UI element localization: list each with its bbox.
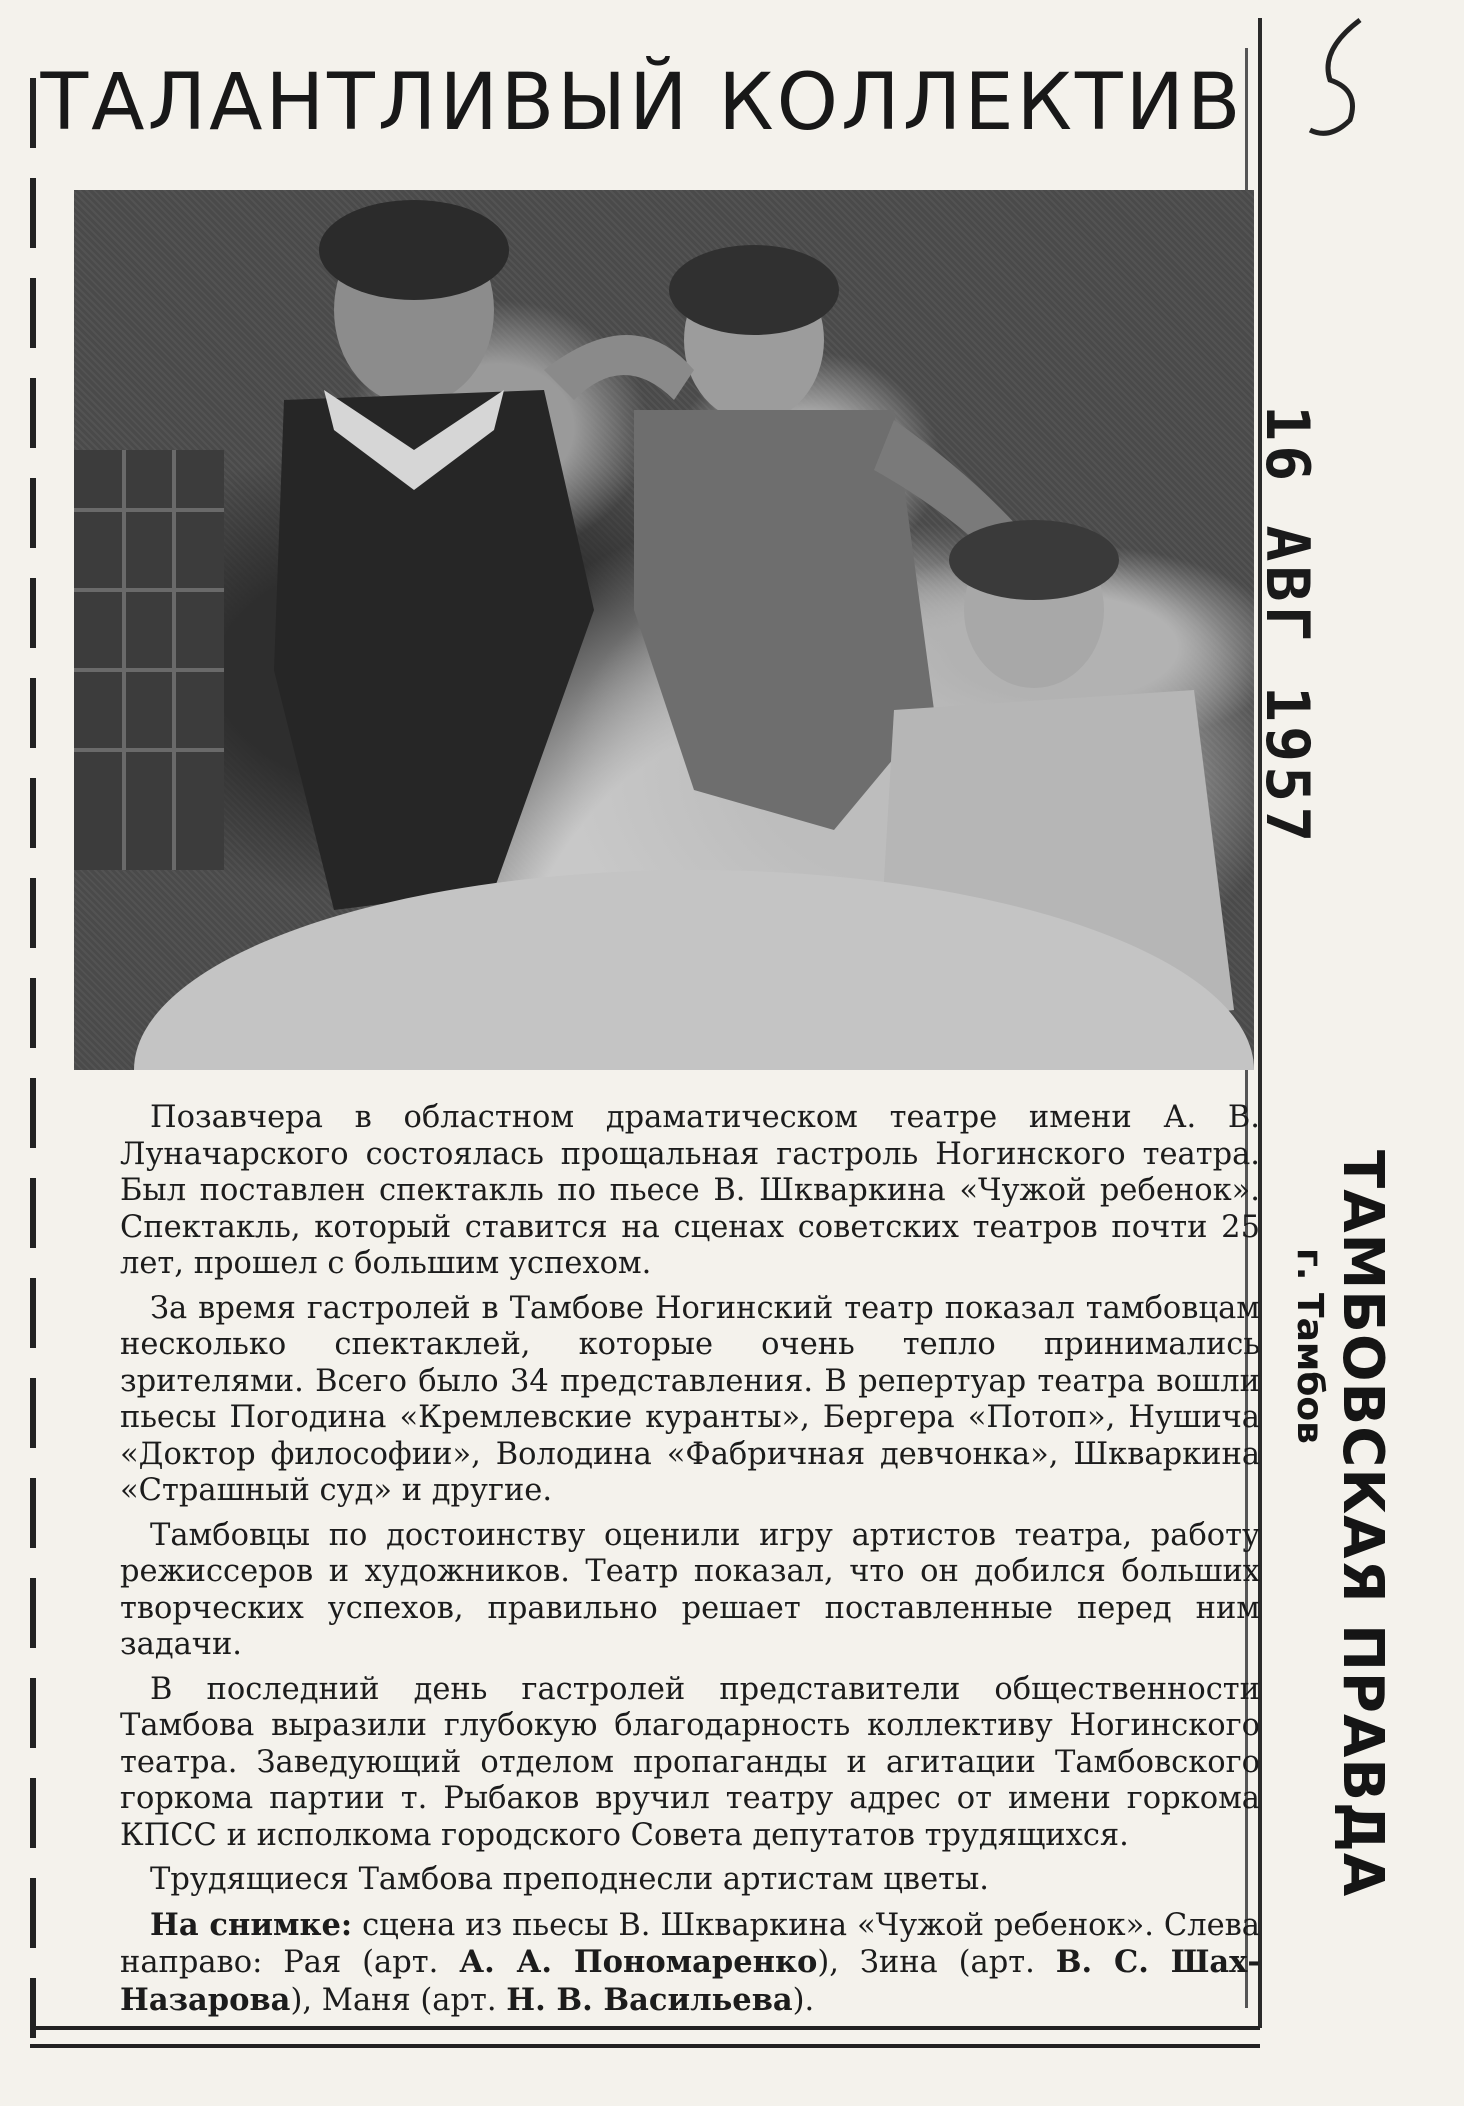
article-paragraph: Тамбовцы по достоинству оценили игру артистов театра, работу режиссеров и художников. Театр показал, что он добился больших творческих успехов, правильно решает поставленные перед ним задачи. xyxy=(120,1517,1260,1662)
caption-text: ), Зина (арт. xyxy=(817,1945,1056,1980)
caption-text: ), Маня (арт. xyxy=(290,1982,507,2018)
city-stamp: г. Тамбов xyxy=(1289,1248,1330,1444)
caption-actor: Н. В. Васильева xyxy=(506,1981,793,2018)
article-body xyxy=(120,1100,1260,2027)
article-photo xyxy=(74,190,1254,1070)
photo-scene-illustration xyxy=(74,190,1254,1070)
newspaper-name-stamp: ТАМБОВСКАЯ ПРАВДА xyxy=(1330,1150,1395,1898)
caption-lead: На снимке: xyxy=(150,1906,353,1943)
handwritten-mark-icon xyxy=(1300,10,1410,160)
caption-actor: А. А. Пономаренко xyxy=(459,1944,818,1980)
article-paragraph: За время гастролей в Тамбове Ногинский театр показал тамбовцам несколько спектаклей, которые очень тепло принимались зрителями. Всего было 34 представления. В репертуар театра вошли пьесы Погодина «Кремлевские куранты», Бергера «Потоп», Нушича «Доктор философии», Володина «Фабричная девчонка», Шкваркина «Страшный суд» и другие. xyxy=(120,1290,1260,1508)
date-stamp: 16 АВГ 1957 xyxy=(1252,405,1322,847)
newspaper-clipping xyxy=(22,18,1262,2088)
clipping-left-border xyxy=(30,78,36,2038)
photo-caption xyxy=(120,1907,1260,2020)
caption-actor: В. С. Шах-Назарова xyxy=(120,1944,1260,2018)
article-paragraph: Позавчера в областном драматическом театре имени А. В. Луначарского состоялась прощальная гастроль Ногинского театра. Был поставлен спектакль по пьесе В. Шкваркина «Чужой ребенок». Спектакль, который ставится на сценах советских театров почти 25 лет, прошел с большим успехом. xyxy=(120,1100,1260,1281)
article-paragraph: В последний день гастролей представители общественности Тамбова выразили глубокую благодарность коллективу Ногинского театра. Заведующий отделом пропаганды и агитации Тамбовского горкома партии т. Рыбаков вручил театру адрес от имени горкома КПСС и исполкома городского Совета депутатов трудящихся. xyxy=(120,1671,1260,1853)
caption-text: сцена из пьесы В. Шкваркина «Чужой ребенок». Слева направо: Рая (арт. xyxy=(120,1907,1260,1980)
clipping-bottom-border xyxy=(30,2026,1260,2048)
article-paragraph: Трудящиеся Тамбова преподнесли артистам цветы. xyxy=(150,1862,989,1897)
caption-text: ). xyxy=(792,1982,815,2018)
article-headline: ТАЛАНТЛИВЫЙ КОЛЛЕКТИВ xyxy=(40,58,1244,148)
